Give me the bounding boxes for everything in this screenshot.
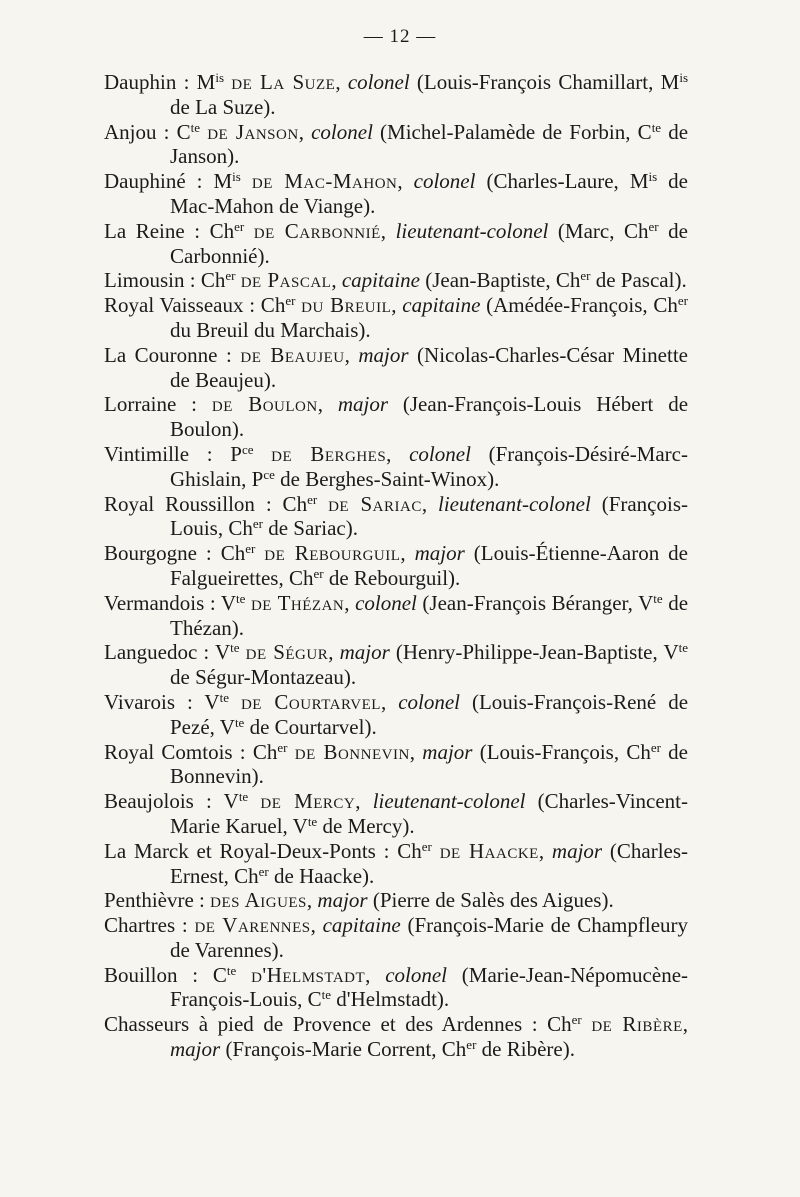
- entry-text: ,: [538, 838, 552, 863]
- title-abbreviation-superscript: er: [307, 491, 318, 507]
- entry-text: (Nicolas-Charles-César Minette de Beaujeu).: [170, 342, 688, 392]
- title-abbreviation-superscript: er: [252, 516, 263, 532]
- regiment-entry: [104, 219, 688, 269]
- officer-rank: lieutenant-colonel: [372, 789, 526, 814]
- entry-text: (Marie-Jean-Népomucène-François-Louis, C: [170, 962, 689, 1012]
- officer-rank: colonel: [355, 590, 417, 615]
- title-abbreviation-superscript: te: [651, 119, 662, 135]
- title-abbreviation-superscript: te: [653, 590, 663, 606]
- officer-surname: de Pascal: [240, 268, 332, 293]
- entry-text: ,: [306, 888, 318, 913]
- entry-text: Penthièvre :: [104, 888, 211, 913]
- entry-text: de Haacke).: [268, 863, 375, 888]
- entry-text: ,: [386, 441, 410, 466]
- entry-text: (Louis-François, Ch: [472, 739, 651, 764]
- entry-text: ,: [391, 293, 403, 318]
- entry-text: ,: [421, 491, 438, 516]
- entry-text: (François-Louis, Ch: [170, 491, 689, 541]
- regiment-entry: [104, 1012, 688, 1062]
- entry-text: (Michel-Palamède de Forbin, C: [372, 119, 652, 144]
- entry-text: Lorraine :: [104, 392, 212, 417]
- entry-text: La Marck et Royal-Deux-Ponts : Ch: [104, 838, 422, 863]
- title-abbreviation-superscript: er: [245, 541, 256, 557]
- entry-text: Beaujolois : V: [104, 789, 239, 814]
- title-abbreviation-superscript: er: [277, 739, 288, 755]
- entry-text: [248, 789, 260, 813]
- entry-text: ,: [328, 640, 340, 665]
- entry-text: (François-Marie Corrent, Ch: [220, 1037, 467, 1062]
- officer-surname: des Aigues: [210, 888, 307, 913]
- entry-text: de Sariac).: [262, 516, 358, 541]
- title-abbreviation-superscript: te: [238, 789, 249, 805]
- entry-text: (Marc, Ch: [548, 218, 649, 243]
- officer-rank: major: [414, 541, 465, 566]
- title-abbreviation-superscript: ce: [263, 466, 275, 482]
- entry-text: ,: [365, 962, 386, 987]
- entry-text: de Carbonnié).: [170, 218, 689, 268]
- entry-text: Vermandois : V: [104, 590, 237, 615]
- entry-text: [317, 492, 328, 516]
- officer-rank: colonel: [311, 119, 373, 144]
- officer-surname: de Haacke: [439, 838, 539, 863]
- entry-text: de Mercy).: [317, 813, 415, 838]
- entry-text: (François-Désiré-Marc-Ghislain, P: [170, 441, 688, 491]
- officer-rank: colonel: [409, 441, 471, 466]
- officer-surname: de Sariac: [328, 491, 422, 516]
- officer-rank: colonel: [398, 689, 460, 714]
- entry-text: ,: [400, 541, 415, 566]
- regiment-entry: [104, 442, 688, 492]
- entry-text: (Charles-Vincent-Marie Karuel, V: [170, 789, 689, 838]
- entry-text: de Pascal).: [590, 268, 687, 293]
- entry-text: [244, 219, 254, 243]
- entry-text: de Mac-Mahon de Viange).: [170, 169, 689, 218]
- entry-text: (Jean-François Béranger, V: [416, 590, 654, 615]
- title-abbreviation-superscript: te: [219, 689, 229, 705]
- title-abbreviation-superscript: te: [226, 962, 237, 978]
- officer-rank: major: [317, 888, 368, 913]
- regiment-entry: [104, 640, 688, 690]
- officer-surname: d'Helmstadt: [251, 962, 366, 987]
- title-abbreviation-superscript: te: [321, 987, 332, 1003]
- officer-surname: de Thézan: [250, 590, 345, 615]
- entry-text: Anjou : C: [104, 119, 191, 144]
- officer-rank: major: [170, 1037, 221, 1062]
- officer-rank: colonel: [413, 169, 476, 194]
- officer-surname: de Boulon: [211, 392, 318, 417]
- entry-text: [229, 690, 241, 714]
- entry-text: (Louis-François-René de Pezé, V: [170, 689, 689, 739]
- entry-text: Bourgogne : Ch: [104, 541, 246, 566]
- officer-surname: du Breuil: [301, 293, 392, 318]
- officer-rank: lieutenant-colonel: [438, 491, 591, 516]
- entry-text: Royal Comtois : Ch: [104, 739, 278, 764]
- title-abbreviation-superscript: er: [421, 838, 432, 854]
- entry-text: [253, 442, 271, 466]
- officer-rank: capitaine: [402, 293, 481, 318]
- title-abbreviation-superscript: te: [307, 813, 318, 829]
- officer-rank: major: [422, 739, 473, 764]
- officer-rank: lieutenant-colonel: [395, 218, 549, 243]
- entry-text: La Couronne :: [104, 342, 241, 367]
- title-abbreviation-superscript: er: [225, 268, 236, 284]
- officer-rank: colonel: [385, 962, 448, 987]
- title-abbreviation-superscript: er: [648, 218, 659, 234]
- entry-text: Limousin : Ch: [104, 268, 226, 293]
- regiment-entry: [104, 70, 688, 120]
- entry-text: Dauphin : M: [104, 70, 216, 94]
- entry-text: ,: [682, 1012, 688, 1037]
- entry-text: (Jean-Baptiste, Ch: [419, 268, 581, 293]
- entry-text: Royal Vaisseaux : Ch: [104, 293, 286, 318]
- entry-text: Dauphiné : M: [104, 169, 233, 194]
- entry-text: Vivarois : V: [104, 689, 220, 714]
- officer-surname: de Carbonnié: [253, 218, 381, 243]
- entry-text: de Ségur-Montazeau).: [170, 665, 357, 690]
- entry-text: de Ribère).: [476, 1037, 575, 1062]
- entry-text: ,: [380, 689, 399, 714]
- entry-text: de Rebourguil).: [323, 565, 461, 590]
- title-abbreviation-superscript: te: [236, 590, 246, 606]
- regiment-list: [104, 70, 688, 1062]
- entry-text: (Charles-Ernest, Ch: [170, 838, 689, 888]
- regiment-entry: [104, 913, 688, 963]
- entry-text: (Louis-François Chamillart, M: [409, 70, 680, 94]
- regiment-entry: [104, 169, 688, 219]
- title-abbreviation-superscript: er: [571, 1012, 582, 1028]
- entry-text: Chartres :: [104, 913, 195, 938]
- title-abbreviation-superscript: er: [677, 293, 689, 309]
- title-abbreviation-superscript: er: [466, 1037, 477, 1053]
- entry-text: d'Helmstadt).: [331, 987, 450, 1012]
- title-abbreviation-superscript: is: [679, 70, 688, 85]
- officer-rank: major: [551, 838, 603, 863]
- regiment-entry: [104, 963, 688, 1013]
- title-abbreviation-superscript: is: [215, 70, 225, 85]
- officer-rank: major: [337, 392, 389, 417]
- entry-text: Royal Roussillon : Ch: [104, 491, 308, 516]
- officer-surname: de Ségur: [245, 640, 329, 665]
- regiment-entry: [104, 690, 688, 740]
- regiment-entry: [104, 268, 688, 293]
- regiment-entry: [104, 293, 688, 343]
- entry-text: La Reine : Ch: [104, 218, 235, 243]
- entry-text: ,: [409, 739, 423, 764]
- entry-text: (Jean-François-Louis Hébert de Boulon).: [170, 392, 689, 442]
- regiment-entry: [104, 789, 688, 839]
- entry-text: ,: [298, 119, 312, 144]
- title-abbreviation-superscript: er: [580, 268, 591, 284]
- entry-text: du Breuil du Marchais).: [170, 317, 371, 342]
- entry-text: [236, 963, 251, 987]
- entry-text: [582, 1012, 592, 1036]
- entry-text: de Janson).: [170, 119, 689, 169]
- title-abbreviation-superscript: er: [234, 218, 245, 234]
- title-abbreviation-superscript: er: [285, 293, 296, 309]
- title-abbreviation-superscript: er: [650, 739, 661, 755]
- regiment-entry: [104, 740, 688, 790]
- entry-text: ,: [335, 70, 348, 94]
- regiment-entry: [104, 888, 688, 913]
- entry-text: [255, 541, 264, 565]
- entry-text: (Louis-Étienne-Aaron de Falgueirettes, Ch: [170, 541, 688, 590]
- entry-text: ,: [397, 169, 414, 194]
- title-abbreviation-superscript: te: [234, 714, 245, 730]
- entry-text: [288, 740, 295, 764]
- entry-text: [432, 839, 440, 863]
- entry-text: ,: [310, 913, 323, 938]
- title-abbreviation-superscript: is: [232, 169, 241, 185]
- entry-text: de Bonnevin).: [170, 739, 689, 789]
- title-abbreviation-superscript: te: [678, 640, 689, 656]
- officer-rank: capitaine: [341, 268, 420, 293]
- title-abbreviation-superscript: is: [648, 169, 658, 185]
- entry-text: ,: [317, 392, 338, 417]
- entry-text: ,: [380, 218, 396, 243]
- entry-text: de Thézan).: [170, 590, 689, 640]
- entry-text: (Pierre de Salès des Aigues).: [367, 888, 614, 913]
- regiment-entry: [104, 120, 688, 170]
- entry-text: ,: [344, 590, 356, 615]
- entry-text: Bouillon : C: [104, 962, 227, 987]
- officer-surname: de Janson: [207, 119, 299, 144]
- entry-text: de Courtarvel).: [244, 714, 377, 739]
- officer-rank: colonel: [347, 70, 410, 94]
- page-number: — 12 —: [363, 26, 437, 47]
- entry-text: (François-Marie de Champfleury de Varennes).: [170, 913, 689, 962]
- entry-text: de Berghes-Saint-Winox).: [274, 466, 500, 491]
- entry-text: (Charles-Laure, M: [475, 169, 649, 194]
- officer-rank: major: [358, 342, 409, 367]
- regiment-entry: [104, 839, 688, 889]
- officer-rank: major: [339, 640, 390, 665]
- entry-text: Languedoc : V: [104, 640, 231, 665]
- entry-text: (Amédée-François, Ch: [480, 293, 678, 318]
- officer-surname: de Ribère: [591, 1012, 683, 1037]
- officer-surname: de Courtarvel: [240, 689, 381, 714]
- officer-surname: de Berghes: [271, 441, 387, 466]
- entry-text: ,: [355, 789, 373, 814]
- entry-text: Vintimille : P: [104, 441, 242, 466]
- entry-text: [241, 169, 252, 193]
- officer-surname: de Bonnevin: [294, 739, 410, 764]
- entry-text: ,: [344, 342, 359, 367]
- officer-surname: de Varennes: [194, 913, 311, 938]
- entry-text: Chasseurs à pied de Provence et des Ardennes : Ch: [104, 1012, 572, 1037]
- officer-surname: de Rebourguil: [264, 541, 401, 566]
- regiment-entry: [104, 343, 688, 393]
- title-abbreviation-superscript: er: [258, 863, 269, 879]
- title-abbreviation-superscript: te: [190, 119, 201, 135]
- title-abbreviation-superscript: te: [230, 640, 240, 656]
- title-abbreviation-superscript: ce: [241, 441, 254, 457]
- title-abbreviation-superscript: er: [313, 565, 324, 581]
- regiment-entry: [104, 591, 688, 641]
- officer-surname: de Beaujeu: [240, 342, 345, 367]
- officer-surname: de Mac-Mahon: [251, 169, 398, 194]
- entry-text: de La Suze).: [170, 94, 276, 119]
- officer-surname: de Mercy: [260, 789, 356, 814]
- officer-rank: capitaine: [322, 913, 401, 938]
- officer-surname: de La Suze: [231, 70, 336, 94]
- regiment-entry: [104, 392, 688, 442]
- entry-text: ,: [331, 268, 342, 293]
- entry-text: (Henry-Philippe-Jean-Baptiste, V: [389, 640, 679, 665]
- regiment-entry: [104, 492, 688, 542]
- regiment-entry: [104, 541, 688, 591]
